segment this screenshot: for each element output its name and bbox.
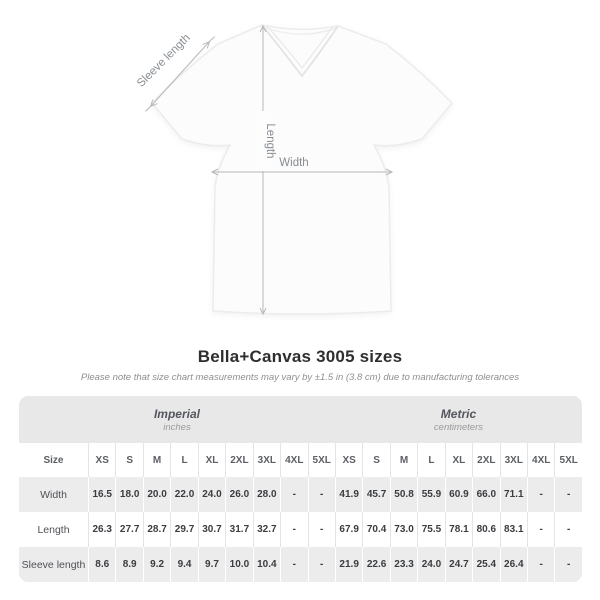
size-column-header: M [390, 443, 417, 477]
measurement-value-cell: 29.7 [170, 512, 197, 547]
size-table [19, 396, 582, 582]
measurement-value-cell: 78.1 [445, 512, 472, 547]
size-column-header: 4XL [280, 443, 307, 477]
measurement-value-cell: 10.4 [253, 547, 280, 582]
measurement-value-cell: 24.0 [417, 547, 444, 582]
measurement-value-cell: 9.4 [170, 547, 197, 582]
measurement-value-cell: 31.7 [225, 512, 252, 547]
measurement-row-label: Sleeve length [19, 547, 88, 582]
metric-section-header [335, 396, 582, 443]
size-column-header: 3XL [253, 443, 280, 477]
measurement-value-cell: 30.7 [198, 512, 225, 547]
measurement-value-cell: 26.0 [225, 477, 252, 512]
measurement-value-cell: 32.7 [253, 512, 280, 547]
measurement-value-cell: 41.9 [335, 477, 362, 512]
measurement-value-cell: 26.4 [500, 547, 527, 582]
measurement-value-cell: - [308, 512, 335, 547]
measurement-value-cell: - [280, 547, 307, 582]
unit-section-row [19, 396, 582, 443]
measurement-value-cell: 10.0 [225, 547, 252, 582]
measurement-value-cell: 83.1 [500, 512, 527, 547]
measurement-value-cell: 60.9 [445, 477, 472, 512]
measurement-value-cell: 9.7 [198, 547, 225, 582]
size-column-header: 4XL [527, 443, 554, 477]
measurement-value-cell: 75.5 [417, 512, 444, 547]
size-column-header: L [417, 443, 444, 477]
measurement-value-cell: 26.3 [88, 512, 115, 547]
measurement-row-label: Width [19, 477, 88, 512]
size-column-header: M [143, 443, 170, 477]
length-label: Length [264, 123, 276, 159]
measurement-value-cell: 24.7 [445, 547, 472, 582]
tolerance-note: Please note that size chart measurements may vary by ±1.5 in (3.8 cm) due to manufacturing tolerances [80, 372, 520, 383]
measurement-value-cell: 24.0 [198, 477, 225, 512]
size-column-header: 5XL [554, 443, 582, 477]
measurement-row [19, 547, 582, 582]
measurement-value-cell: 23.3 [390, 547, 417, 582]
size-column-header: S [115, 443, 142, 477]
size-column-header: S [362, 443, 389, 477]
measurement-value-cell: 28.7 [143, 512, 170, 547]
size-header-cell: Size [19, 443, 88, 477]
measurement-value-cell: 22.6 [362, 547, 389, 582]
size-column-header: L [170, 443, 197, 477]
width-label: Width [279, 157, 309, 169]
measurement-value-cell: 16.5 [88, 477, 115, 512]
measurement-value-cell: 28.0 [253, 477, 280, 512]
measurement-value-cell: 27.7 [115, 512, 142, 547]
measurement-value-cell: 50.8 [390, 477, 417, 512]
size-column-header: XL [198, 443, 225, 477]
measurement-value-cell: - [527, 547, 554, 582]
size-header-row [19, 443, 582, 477]
size-column-header: XS [88, 443, 115, 477]
sleeve-length-label: Sleeve length [134, 31, 193, 90]
measurement-value-cell: 67.9 [335, 512, 362, 547]
imperial-unit: inches [163, 421, 191, 433]
measurement-value-cell: 8.6 [88, 547, 115, 582]
measurement-value-cell: 55.9 [417, 477, 444, 512]
measurement-value-cell: 80.6 [472, 512, 499, 547]
measurement-value-cell: - [280, 512, 307, 547]
measurement-row [19, 477, 582, 512]
metric-label: Metric [440, 406, 477, 421]
measurement-value-cell: - [554, 477, 582, 512]
size-column-header: XL [445, 443, 472, 477]
measurement-row-label: Length [19, 512, 88, 547]
size-column-header: 5XL [308, 443, 335, 477]
measurement-value-cell: 9.2 [143, 547, 170, 582]
measurement-value-cell: - [527, 477, 554, 512]
measurement-value-cell: 21.9 [335, 547, 362, 582]
measurement-row [19, 512, 582, 547]
imperial-section-header [19, 396, 335, 443]
measurement-value-cell: 73.0 [390, 512, 417, 547]
metric-unit: centimeters [433, 421, 484, 433]
measurement-value-cell: 22.0 [170, 477, 197, 512]
measurement-value-cell: 45.7 [362, 477, 389, 512]
measurement-value-cell: - [280, 477, 307, 512]
tshirt-graphic [152, 25, 452, 314]
imperial-label: Imperial [153, 406, 200, 421]
size-column-header: XS [335, 443, 362, 477]
measurement-value-cell: - [527, 512, 554, 547]
measurement-value-cell: 66.0 [472, 477, 499, 512]
measurement-value-cell: 18.0 [115, 477, 142, 512]
measurement-value-cell: 25.4 [472, 547, 499, 582]
size-column-header: 2XL [472, 443, 499, 477]
measurement-value-cell: - [554, 512, 582, 547]
measurement-value-cell: - [308, 477, 335, 512]
measurement-value-cell: - [308, 547, 335, 582]
size-column-header: 3XL [500, 443, 527, 477]
page-title: Bella+Canvas 3005 sizes [197, 347, 403, 366]
measurement-value-cell: 71.1 [500, 477, 527, 512]
measurement-value-cell: 20.0 [143, 477, 170, 512]
measurement-value-cell: 70.4 [362, 512, 389, 547]
measurement-value-cell: 8.9 [115, 547, 142, 582]
measurement-value-cell: - [554, 547, 582, 582]
size-column-header: 2XL [225, 443, 252, 477]
